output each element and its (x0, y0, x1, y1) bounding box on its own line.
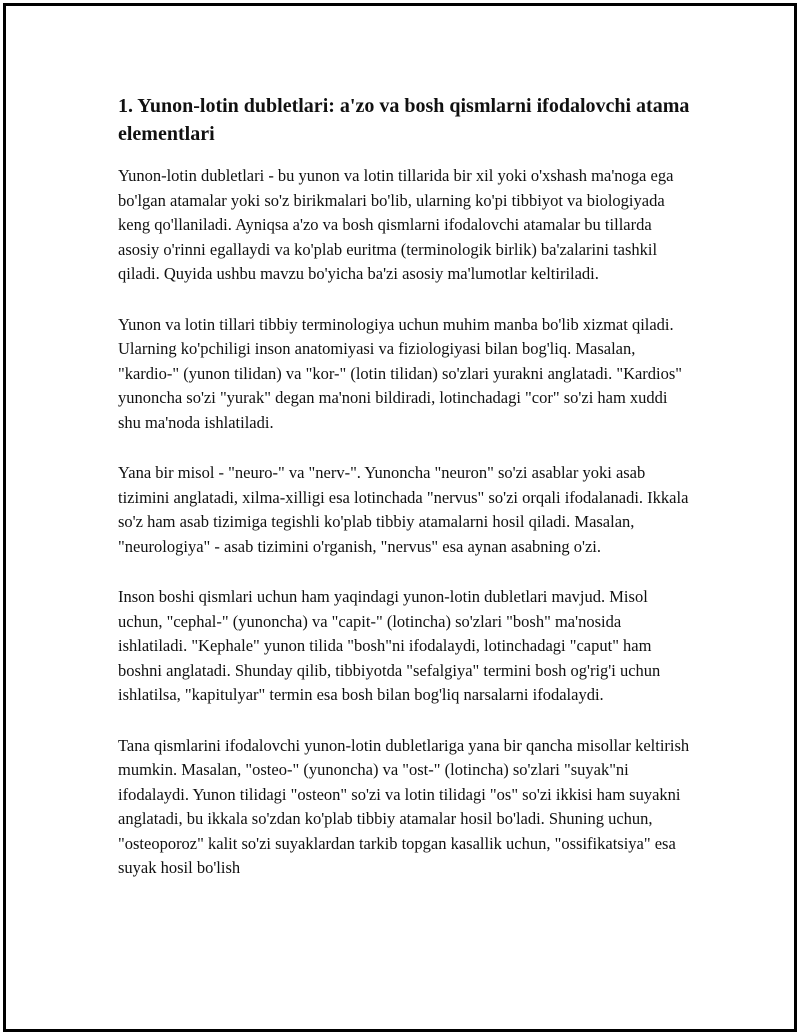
paragraph-1: Yunon-lotin dubletlari - bu yunon va lotin tillarida bir xil yoki o'xshash ma'noga ega bo'lgan atamalar yoki so'z birikmalari bo'lib, ularning ko'pi tibbiyot va biologiyada keng qo'llaniladi. Ayniqsa a'zo va bosh qismlarni ifodalovchi atamalar bu tillarda asosiy o'rinni egallaydi va ko'plab euritma (terminologik birlik) ba'zalarini tashkil qiladi. Quyida ushbu mavzu bo'yicha ba'zi asosiy ma'lumotlar keltiriladi. (118, 166, 674, 283)
paragraph-4: Inson boshi qismlari uchun ham yaqindagi yunon-lotin dubletlari mavjud. Misol uchun, "cephal-" (yunoncha) va "capit-" (lotincha) so'zlari "bosh" ma'nosida ishlatiladi. "Kephale" yunon tilida "bosh"ni ifodalaydi, lotinchadagi "caput" ham boshni anglatadi. Shunday qilib, tibbiyotda "sefalgiya" termini bosh og'rig'i uchun ishlatilsa, "kapitulyar" termin esa bosh bilan bog'liq narsalarni ifodalaydi. (118, 587, 661, 704)
document-title: 1. Yunon-lotin dubletlari: a'zo va bosh qismlarni ifodalovchi atama elementlari (118, 95, 690, 145)
paragraph-3: Yana bir misol - "neuro-" va "nerv-". Yunoncha "neuron" so'zi asablar yoki asab tizimini anglatadi, xilma-xilligi esa lotinchada "nervus" so'zi orqali ifodalanadi. Ikkala so'z ham asab tizimiga tegishli ko'plab tibbiy atamalarni hosil qiladi. Masalan, "neurologiya" - asab tizimini o'rganish, "nervus" esa aynan asabning o'zi. (118, 463, 689, 556)
paragraph-5: Tana qismlarini ifodalovchi yunon-lotin dubletlariga yana bir qancha misollar keltirish mumkin. Masalan, "osteo-" (yunoncha) va "ost-" (lotincha) so'zlari "suyak"ni ifodalaydi. Yunon tilidagi "osteon" so'zi va lotin tilidagi "os" so'zi ikkisi ham suyakni anglatadi, bu ikkala so'zdan ko'plab tibbiy atamalar hosil bo'ladi. Shuning uchun, "osteoporoz" kalit so'zi suyaklardan tarkib topgan kasallik uchun, "ossifikatsiya" esa suyak hosil bo'lish (118, 735, 690, 877)
document-body (118, 92, 693, 907)
paragraph-2: Yunon va lotin tillari tibbiy terminologiya uchun muhim manba bo'lib xizmat qiladi. Ularning ko'pchiligi inson anatomiyasi va fiziologiyasi bilan bog'liq. Masalan, "kardio-" (yunon tilidan) va "kor-" (lotin tilidan) so'zlari yurakni anglatadi. "Kardios" yunoncha so'zi "yurak" degan ma'noni bildiradi, lotinchadagi "cor" so'zi ham xuddi shu ma'noda ishlatiladi. (118, 314, 683, 432)
